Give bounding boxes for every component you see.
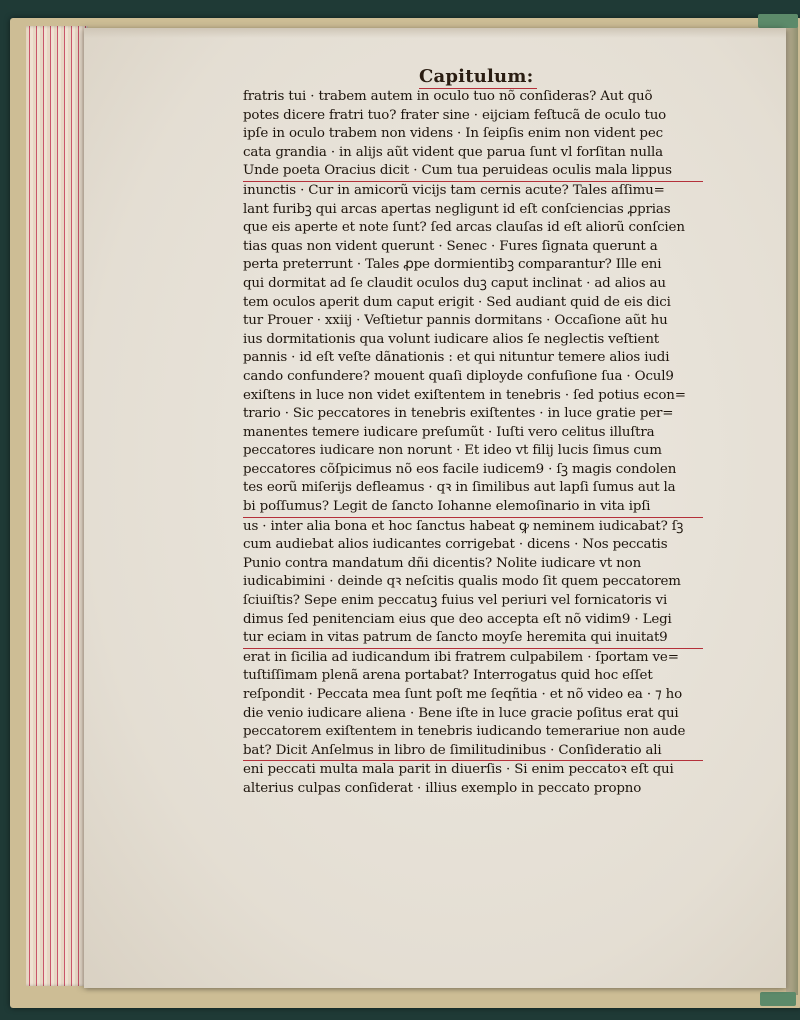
text-line-14: ius dormitationis qua volunt iudicare alios ſe neglectis veſtient bbox=[243, 331, 660, 347]
text-line-13: tur Prouer · xxiij · Veſtietur pannis dormitans · Occaſione aũt hu bbox=[243, 313, 668, 329]
text-line-9: tias quas non vident querunt · Senec · Fures ſignata querunt a bbox=[243, 238, 658, 254]
text-line-35: peccatorem exiſtentem in tenebris iudicando temerariue non aude bbox=[243, 724, 686, 740]
text-line-30: tur eciam in vitas patrum de ſancto moyſe heremita qui inuitat9 bbox=[243, 629, 703, 649]
text-line-28: ſciuiſtis? Sepe enim peccatuꝫ fuius vel periuri vel fornicatoris vi bbox=[243, 593, 668, 609]
text-line-10: perta preterrunt · Tales ꝓpe dormientibꝫ comparantur? Ille eni bbox=[243, 257, 662, 273]
text-line-18: trario · Sic peccatores in tenebris exiſtentes · in luce gratie per= bbox=[243, 406, 674, 422]
text-line-15: pannis · id eſt veſte dãnationis : et qui nituntur temere alios iudi bbox=[243, 350, 670, 366]
text-line-16: cando confundere? mouent quaſi diployde confuſione ſua · Ocul9 bbox=[243, 368, 674, 384]
text-line-2: potes dicere fratri tuo? frater sine · eijciam feſtucã de oculo tuo bbox=[243, 107, 667, 123]
book-corner-top bbox=[758, 14, 798, 28]
text-line-23: bi poſſumus? Legit de ſancto Iohanne elemoſinario in vita ipſi bbox=[243, 498, 703, 518]
text-line-6: inunctis · Cur in amicorũ vicijs tam cernis acute? Tales aſſimu= bbox=[243, 182, 665, 198]
text-line-27: iudicabimini · deinde qꝛ neſcitis qualis modo ſit quem peccatorem bbox=[243, 574, 681, 590]
text-line-12: tem oculos aperit dum caput erigit · Sed audiant quid de eis dici bbox=[243, 294, 671, 310]
text-line-26: Punio contra mandatum dñi dicentis? Nolite iudicare vt non bbox=[243, 555, 642, 571]
text-line-37: eni peccati multa mala parit in diuerſis · Si enim peccatoꝛ eſt qui bbox=[243, 762, 674, 778]
text-line-3: ipſe in oculo trabem non videns · In ſeipſis enim non vident pec bbox=[243, 126, 663, 142]
text-line-4: cata grandia · in alijs aũt vident que parua ſunt vl forſitan nulla bbox=[243, 144, 663, 160]
text-line-38: alterius culpas conſiderat · illius exemplo in peccato propno bbox=[243, 780, 642, 796]
text-line-11: qui dormitat ad ſe claudit oculos duꝫ caput inclinat · ad alios au bbox=[243, 275, 666, 291]
text-line-5: Unde poeta Oracius dicit · Cum tua peruideas oculis mala lippus bbox=[243, 162, 703, 182]
text-line-34: die venio iudicare aliena · Bene iſte in luce gracie poſitus erat qui bbox=[243, 705, 679, 721]
page-shade bbox=[84, 28, 786, 38]
text-line-29: dimus ſed penitenciam eius que deo accepta eſt nõ vidim9 · Legi bbox=[243, 611, 672, 627]
text-line-22: tes eorũ miſerijs defleamus · qꝛ in ſimilibus aut lapſi ſumus aut la bbox=[243, 480, 676, 496]
text-line-7: lant furibꝫ qui arcas apertas negligunt id eſt conſciencias ꝓprias bbox=[243, 201, 671, 217]
book-right-edge bbox=[786, 20, 798, 995]
page-stack-edges bbox=[26, 26, 88, 986]
text-line-24: us · inter alia bona et hoc ſanctus habeat ꝙ neminem iudicabat? ſꝫ bbox=[243, 518, 684, 534]
chapter-heading: Capitulum: bbox=[419, 66, 534, 87]
text-line-33: reſpondit · Peccata mea ſunt poſt me ſeqñtia · et nõ video ea · ⁊ ho bbox=[243, 687, 683, 702]
text-line-17: exiſtens in luce non videt exiſtentem in tenebris · ſed potius econ= bbox=[243, 387, 686, 403]
body-text bbox=[243, 88, 703, 799]
text-line-8: que eis aperte et note ſunt? ſed arcas clauſas id eſt aliorũ conſcien bbox=[243, 220, 685, 236]
text-line-21: peccatores cõſpicimus nõ eos facile iudicem9 · ſꝫ magis condolen bbox=[243, 461, 677, 477]
text-line-31: erat in ſicilia ad iudicandum ibi fratrem culpabilem · ſportam ve= bbox=[243, 649, 679, 665]
text-line-19: manentes temere iudicare preſumũt · Iuſti vero celitus illuſtra bbox=[243, 424, 655, 440]
text-line-20: peccatores iudicare non norunt · Et ideo vt filij lucis ſimus cum bbox=[243, 443, 662, 459]
text-line-1: fratris tui · trabem autem in oculo tuo nõ conſideras? Aut quõ bbox=[243, 89, 653, 104]
text-line-32: tuſtiſſimam plenã arena portabat? Interrogatus quid hoc eſſet bbox=[243, 668, 653, 684]
book-corner-bottom bbox=[760, 992, 796, 1006]
text-line-36: bat? Dicit Anſelmus in libro de ſimilitudinibus · Conſideratio ali bbox=[243, 742, 703, 762]
text-line-25: cum audiebat alios iudicantes corrigebat · dicens · Nos peccatis bbox=[243, 537, 668, 553]
